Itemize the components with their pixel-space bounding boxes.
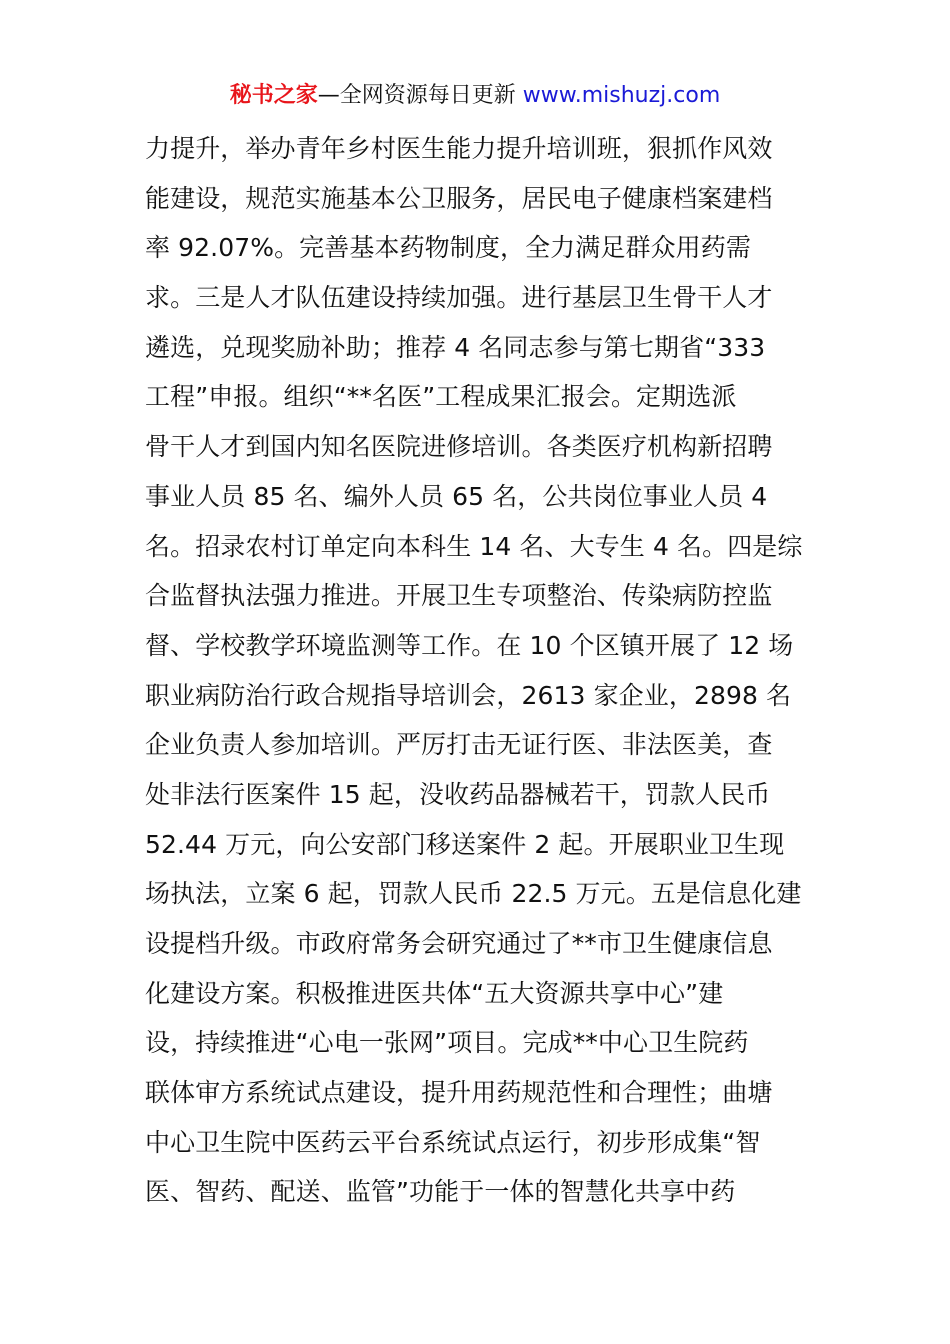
text-line: 工程”申报。组织“**名医”工程成果汇报会。定期选派 xyxy=(145,382,737,412)
text-line: 力提升，举办青年乡村医生能力提升培训班，狠抓作风效 xyxy=(145,134,773,163)
text-line: 医、智药、配送、监管”功能于一体的智慧化共享中药 xyxy=(145,1177,736,1207)
text-line: 场执法，立案 6 起，罚款人民币 22.5 万元。五是信息化建 xyxy=(145,879,802,909)
text-line: 名。招录农村订单定向本科生 14 名、大专生 4 名。四是综 xyxy=(145,531,803,561)
text-line: 督、学校教学环境监测等工作。在 10 个区镇开展了 12 场 xyxy=(145,630,794,660)
text-line: 设提档升级。市政府常务会研究通过了**市卫生健康信息 xyxy=(145,929,773,958)
text-line: 联体审方系统试点建设，提升用药规范性和合理性；曲塘 xyxy=(145,1078,773,1108)
text-line: 合监督执法强力推进。开展卫生专项整治、传染病防控监 xyxy=(145,581,773,611)
site-brand: 秘书之家 xyxy=(229,83,318,108)
text-line: 职业病防治行政合规指导培训会，2613 家企业，2898 名 xyxy=(145,680,792,710)
page-header xyxy=(0,80,950,112)
text-line: 52.44 万元，向公安部门移送案件 2 起。开展职业卫生现 xyxy=(145,829,785,859)
text-line: 企业负责人参加培训。严厉打击无证行医、非法医美，查 xyxy=(145,730,773,760)
text-line: 事业人员 85 名、编外人员 65 名，公共岗位事业人员 4 xyxy=(145,481,768,511)
document-body xyxy=(145,124,815,1217)
text-line: 化建设方案。积极推进医共体“五大资源共享中心”建 xyxy=(145,978,724,1008)
text-line: 遴选，兑现奖励补助；推荐 4 名同志参与第七期省“333 xyxy=(145,332,766,362)
text-line: 处非法行医案件 15 起，没收药品器械若干，罚款人民币 xyxy=(145,779,771,809)
site-tagline: —全网资源每日更新 xyxy=(317,83,516,108)
text-line: 设，持续推进“心电一张网”项目。完成**中心卫生院药 xyxy=(145,1028,749,1058)
text-line: 求。三是人才队伍建设持续加强。进行基层卫生骨干人才 xyxy=(145,283,773,313)
text-line: 能建设，规范实施基本公卫服务，居民电子健康档案建档 xyxy=(145,183,773,213)
text-line: 骨干人才到国内知名医院进修培训。各类医疗机构新招聘 xyxy=(145,432,773,462)
site-url[interactable]: www.mishuzj.com xyxy=(522,83,721,108)
text-line: 中心卫生院中医药云平台系统试点运行，初步形成集“智 xyxy=(145,1127,761,1157)
text-line: 率 92.07%。完善基本药物制度，全力满足群众用药需 xyxy=(145,233,751,263)
